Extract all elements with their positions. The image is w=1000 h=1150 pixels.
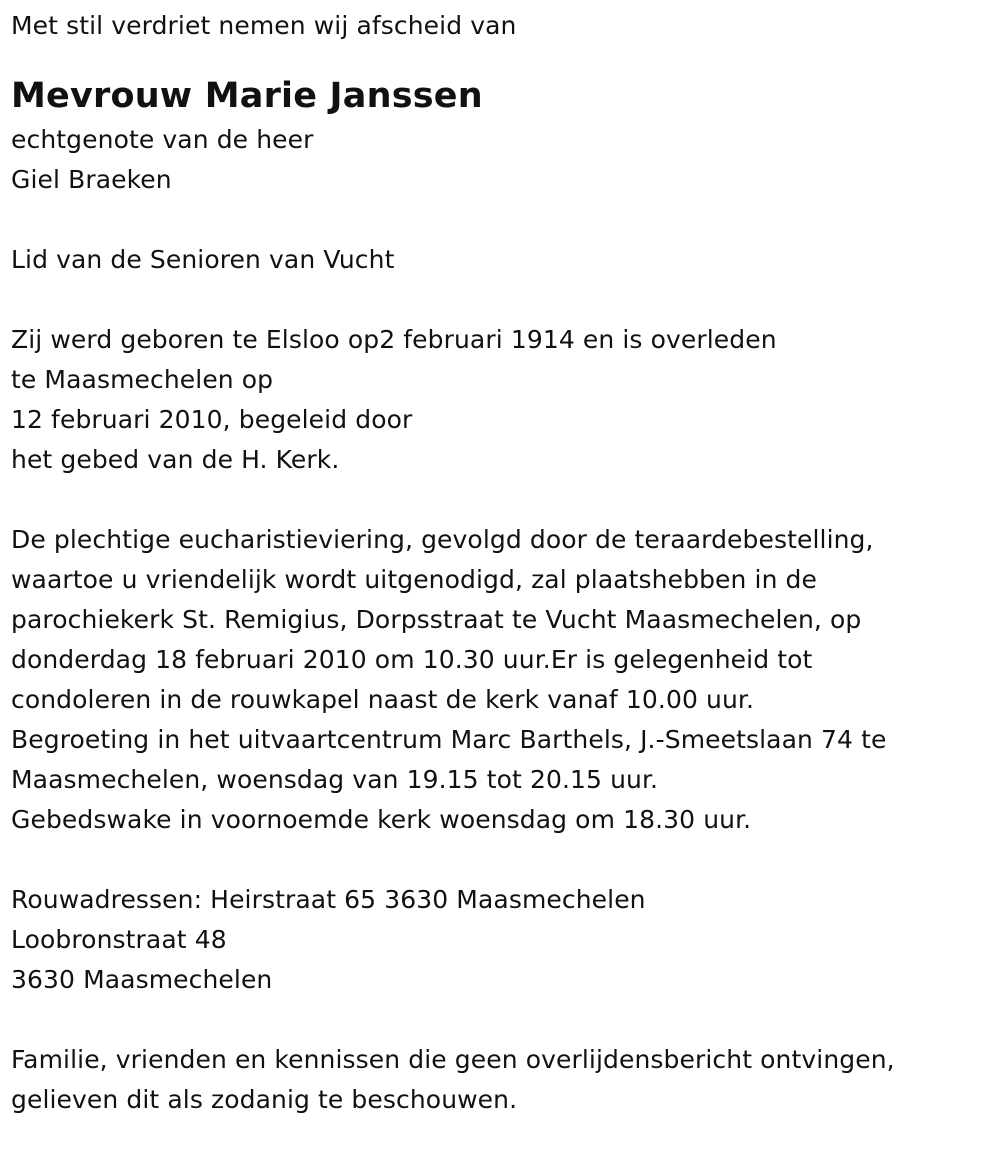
address-line: Loobronstraat 48: [11, 925, 227, 954]
closing-line: gelieven dit als zodanig te beschouwen.: [11, 1085, 518, 1114]
life-line: het gebed van de H. Kerk.: [11, 445, 340, 474]
spacer: [11, 200, 1000, 240]
closing-line: Familie, vrienden en kennissen die geen overlijdensbericht ontvingen,: [11, 1045, 895, 1074]
intro-text: Met stil verdriet nemen wij afscheid van: [11, 11, 517, 40]
ceremony-line: parochiekerk St. Remigius, Dorpsstraat te Vucht Maasmechelen, op: [11, 605, 862, 634]
spouse-line: echtgenote van de heer: [11, 125, 314, 154]
ceremony-line: condoleren in de rouwkapel naast de kerk vanaf 10.00 uur.: [11, 685, 755, 714]
life-line: te Maasmechelen op: [11, 365, 274, 394]
life-line: Zij werd geboren te Elsloo op2 februari 1914 en is overleden: [11, 325, 777, 354]
address-line: Rouwadressen: Heirstraat 65 3630 Maasmechelen: [11, 885, 646, 914]
membership-text: Lid van de Senioren van Vucht: [11, 245, 395, 274]
ceremony-line: waartoe u vriendelijk wordt uitgenodigd, zal plaatshebben in de: [11, 565, 818, 594]
address-line: 3630 Maasmechelen: [11, 965, 273, 994]
spacer: [11, 280, 1000, 320]
spacer: [11, 840, 1000, 880]
ceremony-line: De plechtige eucharistieviering, gevolgd door de teraardebestelling,: [11, 525, 874, 554]
closing-block: [11, 1040, 1000, 1120]
spouse-block: [11, 120, 1000, 200]
deceased-name: Mevrouw Marie Janssen: [11, 76, 483, 116]
ceremony-line: Begroeting in het uitvaartcentrum Marc Barthels, J.-Smeetslaan 74 te: [11, 725, 887, 754]
spacer: [11, 1000, 1000, 1040]
life-block: [11, 320, 1000, 480]
life-line: 12 februari 2010, begeleid door: [11, 405, 413, 434]
ceremony-line: Gebedswake in voornoemde kerk woensdag om 18.30 uur.: [11, 805, 752, 834]
spouse-name: Giel Braeken: [11, 165, 172, 194]
ceremony-line: Maasmechelen, woensdag van 19.15 tot 20.15 uur.: [11, 765, 659, 794]
ceremony-block: [11, 520, 1000, 840]
ceremony-line: donderdag 18 februari 2010 om 10.30 uur.Er is gelegenheid tot: [11, 645, 813, 674]
addresses-block: [11, 880, 1000, 1000]
spacer: [11, 480, 1000, 520]
